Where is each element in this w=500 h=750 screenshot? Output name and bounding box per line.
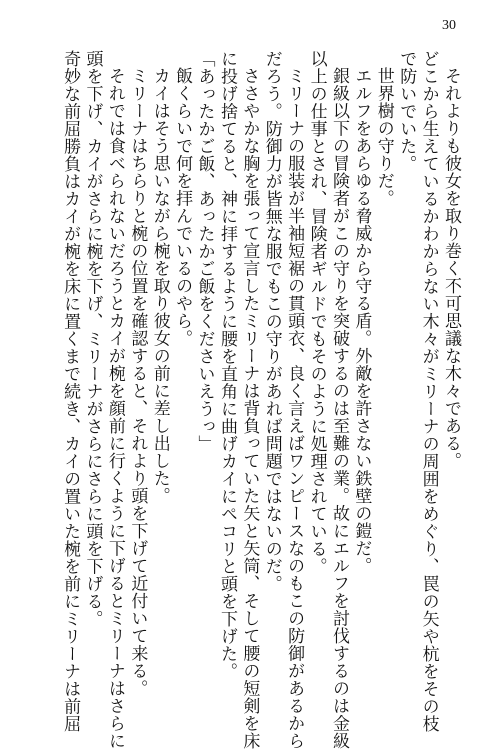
page-number: 30	[442, 18, 456, 33]
text-line: ミリーナの服装が半袖短裾の貫頭衣、良く言えばワンピースなのもこの防御があるから	[284, 67, 305, 750]
text-line: カイはそう思いながら椀を取り彼女の前に差し出した。	[149, 67, 170, 505]
text-line: 頭を下げ、カイがさらに椀を下げ、ミリーナがさらにさらに頭を下げる。	[82, 50, 103, 628]
text-line: に投げ捨てると、神に拝するように腰を直角に曲げカイにペコリと頭を下げた。	[216, 50, 237, 680]
text-line: 以上の仕事とされ、冒険者ギルドでもそのように処理されている。	[306, 50, 327, 575]
text-line: 奇妙な前屈勝負はカイが椀を床に置くまで続き、カイの置いた椀を前にミリーナは前屈	[60, 50, 81, 733]
text-line: 銀級以下の冒険者がこの守りを突破するのは至難の業。故にエルフを討伐するのは金級	[328, 67, 349, 750]
body-text	[59, 50, 462, 750]
text-line: それよりも彼女を取り巻く不可思議な木々である。	[441, 67, 461, 470]
text-line: 「あったかご飯、あったかご飯をくださいえうっ」	[194, 50, 215, 453]
text-line: ささやかな胸を張って宣言したミリーナは背負っていた矢と矢筒、そして腰の短剣を床	[239, 67, 260, 750]
text-line: それでは食べられないだろうとカイが椀を顔前に行くように下げるとミリーナはさらに	[104, 67, 125, 750]
text-line: エルフをあらゆる脅威から守る盾。外敵を許さない鉄壁の鎧だ。	[351, 67, 372, 575]
text-line: だろう。防御力が皆無な服でもこの守りがあれば問題ではないのだ。	[261, 50, 282, 593]
text-line: 世界樹の守りだ。	[373, 67, 394, 207]
text-line: どこから生えているかわからない木々がミリーナの周囲をめぐり、罠の矢や杭をその枝	[418, 50, 439, 733]
text-line: 飯くらいで何を拝んでいるのやら。	[172, 67, 193, 347]
text-line: ミリーナはちらりと椀の位置を確認すると、それより頭を下げて近付いて来る。	[127, 67, 148, 697]
text-line: で防いでいた。	[396, 50, 417, 173]
